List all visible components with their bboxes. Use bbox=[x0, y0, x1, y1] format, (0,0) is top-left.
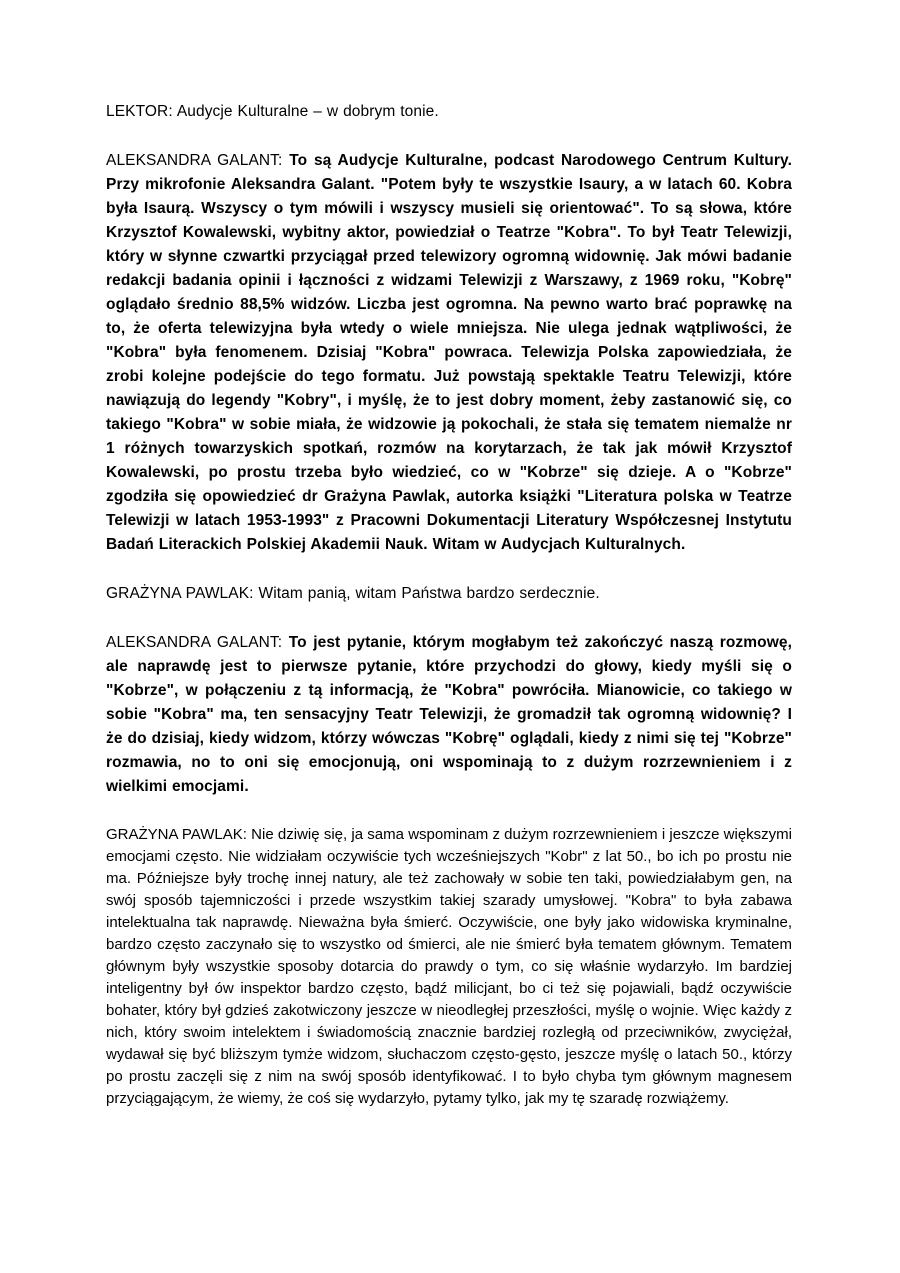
speech-text: To są Audycje Kulturalne, podcast Narodowego Centrum Kultury. Przy mikrofonie Aleksandra Galant. "Potem były te wszystkie Isaury, a w latach 60. Kobra była Isaurą. Wszyscy o tym mówili i wszyscy musieli się orientować". To są słowa, które Krzysztof Kowalewski, wybitny aktor, powiedział o Teatrze "Kobra". To był Teatr Telewizji, który w słynne czwartki przyciągał przed telewizory ogromną widownię. Jak mówi badanie redakcji badania opinii i łączności z widzami Telewizji z Warszawy, z 1969 roku, "Kobrę" oglądało średnio 88,5% widzów. Liczba jest ogromna. Na pewno warto brać poprawkę na to, że oferta telewizyjna była wtedy o wiele mniejsza. Nie ulega jednak wątpliwości, że "Kobra" była fenomenem. Dzisiaj "Kobra" powraca. Telewizja Polska zapowiedziała, że zrobi kolejne podejście do tego formatu. Już powstają spektakle Teatru Telewizji, które nawiązują do legendy "Kobry", i myślę, że to jest dobry moment, żeby zastanowić się, co takiego "Kobra" w sobie miała, że widzowie ją pokochali, że stała się tematem niemalże nr 1 różnych towarzyskich spotkań, rozmów na korytarzach, że tak jak mówił Krzysztof Kowalewski, po prostu trzeba było wiedzieć, co w "Kobrze" się dzieje. A o "Kobrze" zgodziła się opowiedzieć dr Grażyna Pawlak, autorka książki "Literatura polska w Teatrze Telewizji w latach 1953-1993" z Pracowni Dokumentacji Literatury Współczesnej Instytutu Badań Literackich Polskiej Akademii Nauk. Witam w Audycjach Kulturalnych. bbox=[106, 152, 792, 553]
speaker-label: GRAŻYNA PAWLAK: bbox=[106, 585, 254, 602]
speech-text: Nie dziwię się, ja sama wspominam z dużym rozrzewnieniem i jeszcze większymi emocjami często. Nie widziałam oczywiście tych wcześniejszych "Kobr" z lat 50., bo ich po prostu nie ma. Późniejsze były trochę innej natury, ale też zachowały w sobie ten taki, powiedziałabym gen, na swój sposób tajemniczości i przede wszystkim takiej szarady umysłowej. "Kobra" to była zabawa intelektualna tak naprawdę. Nieważna była śmierć. Oczywiście, one były jako widowiska kryminalne, bardzo często zaczynało się to wszystko od śmierci, ale nie śmierć była tematem głównym. Tematem głównym były wszystkie sposoby dotarcia do prawdy o tym, co się właśnie wydarzyło. Im bardziej inteligentny był ów inspektor bardzo często, bądź milicjant, bo ci też się pojawiali, bądź oczywiście bohater, który był gdzieś zakotwiczony jeszcze w nieodległej przeszłości, myślę o wojnie. Więc każdy z nich, który swoim intelektem i świadomością znacznie bardziej rozległą od przeciwników, zwyciężał, wydawał się być bliższym tymże widzom, słuchaczom często-gęsto, jeszcze myślę o latach 50., którzy po prostu zaczęli się z nim na swój sposób identyfikować. I to było chyba tym głównym magnesem przyciągającym, że wiemy, że coś się wydarzyło, pytamy tylko, jak my tę szaradę rozwiążemy. bbox=[106, 826, 792, 1107]
speech-text: Audycje Kulturalne – w dobrym tonie. bbox=[176, 103, 439, 120]
dialog-paragraph-pawlak-2 bbox=[106, 824, 792, 1110]
dialog-paragraph-galant-2 bbox=[106, 631, 792, 799]
speaker-label: ALEKSANDRA GALANT: bbox=[106, 152, 283, 169]
dialog-paragraph-galant-1 bbox=[106, 149, 792, 557]
dialog-paragraph-lektor bbox=[106, 100, 792, 124]
speech-text: Witam panią, witam Państwa bardzo serdecznie. bbox=[258, 585, 600, 602]
speaker-label: ALEKSANDRA GALANT: bbox=[106, 634, 283, 651]
speaker-label: GRAŻYNA PAWLAK: bbox=[106, 826, 247, 843]
transcript-content bbox=[106, 100, 792, 1110]
dialog-paragraph-pawlak-1 bbox=[106, 582, 792, 606]
speaker-label: LEKTOR: bbox=[106, 103, 173, 120]
speech-text: To jest pytanie, którym mogłabym też zakończyć naszą rozmowę, ale naprawdę jest to pierwsze pytanie, które przychodzi do głowy, kiedy myśli się o "Kobrze", w połączeniu z tą informacją, że "Kobra" powróciła. Mianowicie, co takiego w sobie "Kobra" ma, ten sensacyjny Teatr Telewizji, że gromadził tak ogromną widownię? I że do dzisiaj, kiedy widzom, którzy wówczas "Kobrę" oglądali, kiedy z nimi się tej "Kobrze" rozmawia, no to oni się emocjonują, oni wspominają to z dużym rozrzewnieniem i z wielkimi emocjami. bbox=[106, 634, 792, 795]
